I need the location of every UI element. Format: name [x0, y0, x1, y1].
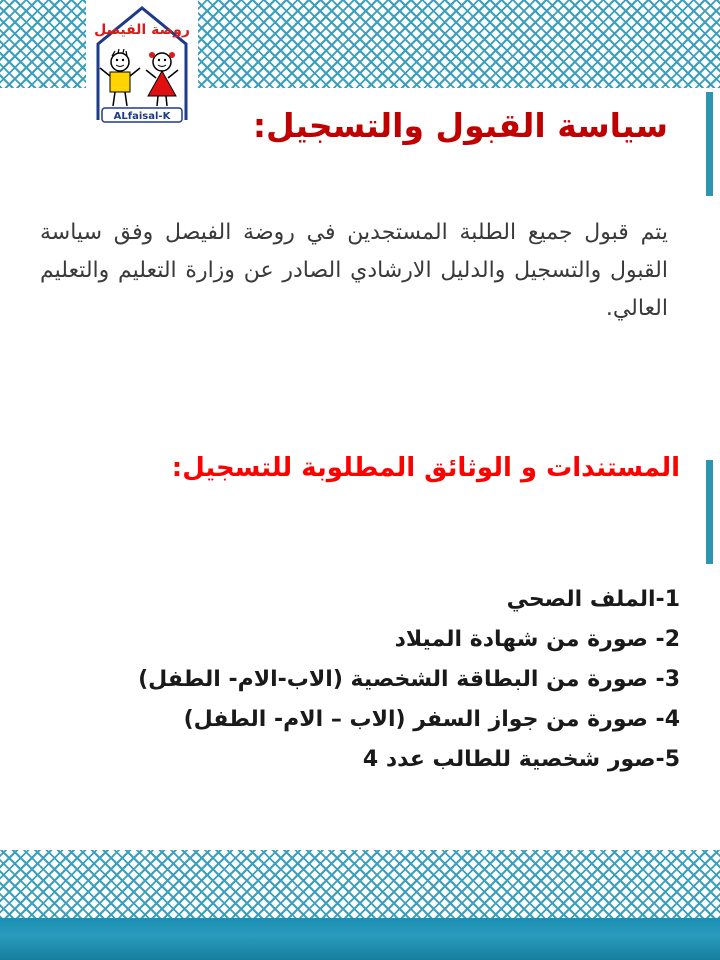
documents-list	[40, 580, 680, 780]
document-item-1: 1-الملف الصحي	[506, 587, 680, 612]
policy-paragraph: يتم قبول جميع الطلبة المستجدين في روضة الفيصل وفق سياسة القبول والتسجيل والدليل الارشادي الصادر عن وزارة التعليم والتعليم العالي.	[40, 220, 668, 321]
document-item-4: 4- صورة من جواز السفر (الاب – الام- الطفل)	[183, 707, 680, 732]
policy-title: سياسة القبول والتسجيل:	[252, 106, 668, 145]
logo-latin-name: ALfaisal-K	[113, 111, 171, 122]
kindergarten-logo	[86, 0, 198, 124]
accent-bar-middle	[706, 460, 713, 564]
logo-arabic-name: روضة الفيصل	[94, 22, 190, 38]
document-item-5: 5-صور شخصية للطالب عدد 4	[362, 747, 680, 772]
documents-title: المستندات و الوثائق المطلوبة للتسجيل:	[171, 453, 680, 483]
accent-bar-top	[706, 92, 713, 196]
document-item-3: 3- صورة من البطاقة الشخصية (الاب-الام- الطفل)	[138, 667, 680, 692]
document-item-2: 2- صورة من شهادة الميلاد	[394, 627, 680, 652]
bottom-lattice-banner	[0, 850, 720, 918]
bottom-footer-bar	[0, 918, 720, 960]
